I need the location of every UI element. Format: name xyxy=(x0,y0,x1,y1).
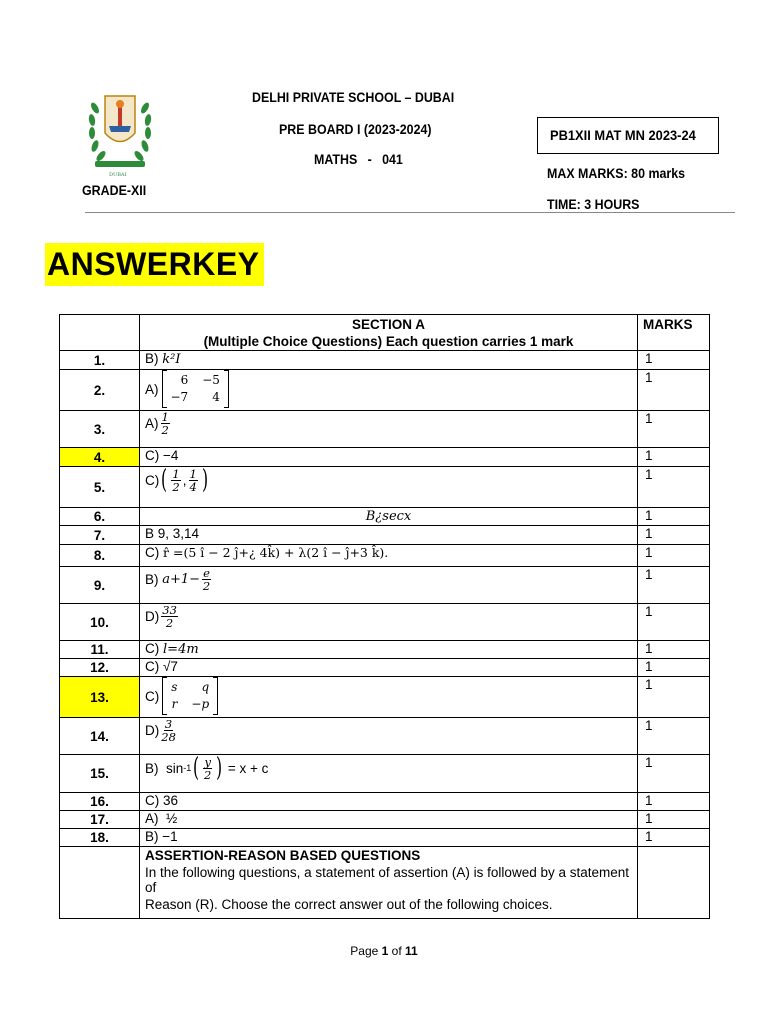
marks-cell: 1 xyxy=(638,641,710,659)
table-row xyxy=(60,677,710,718)
fraction: $\frac{1}{2}$ xyxy=(161,410,169,437)
table-row xyxy=(60,567,710,604)
table-row xyxy=(60,508,710,526)
school-name: DELHI PRIVATE SCHOOL – DUBAI xyxy=(252,90,455,105)
page-footer: Page 1 of 11 xyxy=(350,944,418,958)
marks-cell: 1 xyxy=(638,604,710,641)
marks-cell: 1 xyxy=(638,677,710,718)
answer-cell: B 9, 3,14 xyxy=(140,526,638,545)
answer-cell: C) −4 xyxy=(140,448,638,467)
answer-cell: B) −1 xyxy=(140,829,638,847)
time-allowed: TIME: 3 HOURS xyxy=(547,197,640,212)
answer-option: D) xyxy=(145,609,160,624)
answer-math: l=4m xyxy=(163,642,199,657)
fraction: $\frac{e}{2}$ xyxy=(202,566,211,593)
answer-option: C) xyxy=(145,545,160,560)
answer-table xyxy=(59,314,710,919)
answer-key-title: ANSWERKEY xyxy=(45,243,264,286)
answer-math: k²I xyxy=(162,352,181,367)
table-row xyxy=(60,604,710,641)
answer-cell xyxy=(140,508,638,526)
answer-cell xyxy=(140,370,638,411)
table-row xyxy=(60,411,710,448)
question-number: 8. xyxy=(60,545,140,567)
answer-option: C) xyxy=(145,688,160,704)
answer-cell: A) ½ xyxy=(140,811,638,829)
marks-cell: 1 xyxy=(638,370,710,411)
assertion-reason-text: In the following questions, a statement of assertion (A) is followed by a statement of xyxy=(145,865,630,895)
question-number: 6. xyxy=(60,508,140,526)
question-number: 13. xyxy=(60,677,140,718)
answer-option: B) sin xyxy=(145,760,184,776)
logo-caption: DUBAI xyxy=(109,172,127,178)
assertion-reason-row xyxy=(60,847,710,919)
question-number: 1. xyxy=(60,351,140,370)
question-number: 14. xyxy=(60,718,140,755)
table-row xyxy=(60,829,710,847)
marks-cell: 1 xyxy=(638,829,710,847)
table-row xyxy=(60,351,710,370)
answer-cell xyxy=(140,604,638,641)
table-row xyxy=(60,641,710,659)
question-number: 11. xyxy=(60,641,140,659)
table-row xyxy=(60,659,710,677)
question-number: 3. xyxy=(60,411,140,448)
table-row xyxy=(60,718,710,755)
answer-math: B¿secx xyxy=(365,509,412,524)
question-number: 10. xyxy=(60,604,140,641)
answer-cell xyxy=(140,567,638,604)
school-logo xyxy=(85,88,155,180)
answer-cell xyxy=(140,411,638,448)
marks-cell: 1 xyxy=(638,351,710,370)
answer-option: A) xyxy=(145,381,159,397)
fraction: $\frac{y}{2}$ xyxy=(204,754,212,782)
fraction: $\frac{33}{2}$ xyxy=(162,603,177,630)
question-number: 7. xyxy=(60,526,140,545)
answer-cell: C) √7 xyxy=(140,659,638,677)
question-number: 12. xyxy=(60,659,140,677)
paper-code-box xyxy=(537,117,719,154)
table-row xyxy=(60,793,710,811)
marks-cell: 1 xyxy=(638,793,710,811)
table-row xyxy=(60,448,710,467)
answer-math: a+1− xyxy=(162,572,201,587)
answer-option: A) xyxy=(145,416,159,431)
page-total: 11 xyxy=(405,944,418,958)
exam-name: PRE BOARD I (2023-2024) xyxy=(279,122,432,137)
marks-cell: 1 xyxy=(638,811,710,829)
question-number: 15. xyxy=(60,755,140,793)
question-number: 5. xyxy=(60,467,140,508)
matrix: s q r −p xyxy=(162,677,218,715)
section-title: SECTION A xyxy=(351,317,425,332)
answer-cell xyxy=(140,545,638,567)
marks-cell: 1 xyxy=(638,448,710,467)
question-number: 9. xyxy=(60,567,140,604)
fraction: $\frac{3}{28}$ xyxy=(161,717,176,744)
answer-option: B) xyxy=(145,572,159,587)
marks-cell: 1 xyxy=(638,755,710,793)
section-subtitle: (Multiple Choice Questions) Each question carries 1 mark xyxy=(203,334,574,349)
answer-math: r̂ =(5 î − 2 ĵ+¿ 4k̂) + λ(2 î − ĵ+3 k̂). xyxy=(163,545,389,560)
max-marks: MAX MARKS: 80 marks xyxy=(547,166,686,181)
assertion-reason-text-2: Reason (R). Choose the correct answer out of the following choices. xyxy=(145,897,553,912)
answer-cell: C) 36 xyxy=(140,793,638,811)
marks-cell: 1 xyxy=(638,659,710,677)
question-number: 16. xyxy=(60,793,140,811)
answer-option: B) xyxy=(145,351,159,366)
answer-option: C) xyxy=(145,641,160,656)
question-number: 17. xyxy=(60,811,140,829)
page-number: 1 xyxy=(381,944,389,958)
marks-cell: 1 xyxy=(638,467,710,508)
question-number: 2. xyxy=(60,370,140,411)
table-row xyxy=(60,545,710,567)
section-header-row xyxy=(60,315,710,351)
assertion-reason-title: ASSERTION-REASON BASED QUESTIONS xyxy=(145,848,421,863)
marks-cell: 1 xyxy=(638,411,710,448)
answer-cell: B) sin -1 ( $\frac{y}{2}$ ) = x + c xyxy=(140,755,638,793)
table-row xyxy=(60,467,710,508)
marks-cell: 1 xyxy=(638,526,710,545)
table-row xyxy=(60,526,710,545)
table-row xyxy=(60,811,710,829)
matrix: 6 −5 −7 4 xyxy=(162,370,229,408)
answer-option: D) xyxy=(145,723,160,738)
marks-cell: 1 xyxy=(638,567,710,604)
paper-code: PB1XII MAT MN 2023-24 xyxy=(550,127,696,143)
subject-code: MATHS - 041 xyxy=(314,152,403,167)
answer-cell xyxy=(140,718,638,755)
question-number: 18. xyxy=(60,829,140,847)
table-row xyxy=(60,370,710,411)
marks-cell: 1 xyxy=(638,508,710,526)
marks-cell: 1 xyxy=(638,718,710,755)
answer-cell xyxy=(140,677,638,718)
marks-header: MARKS xyxy=(638,315,710,351)
answer-cell: C) ( $\frac{1}{2}$ , $\frac{1}{4}$ ) xyxy=(140,467,638,508)
marks-cell: 1 xyxy=(638,545,710,567)
answer-cell xyxy=(140,641,638,659)
answer-cell xyxy=(140,351,638,370)
header-divider xyxy=(85,212,735,213)
question-number: 4. xyxy=(60,448,140,467)
answer-option: C) xyxy=(145,472,160,488)
table-row xyxy=(60,755,710,793)
grade-label: GRADE-XII xyxy=(82,183,147,198)
